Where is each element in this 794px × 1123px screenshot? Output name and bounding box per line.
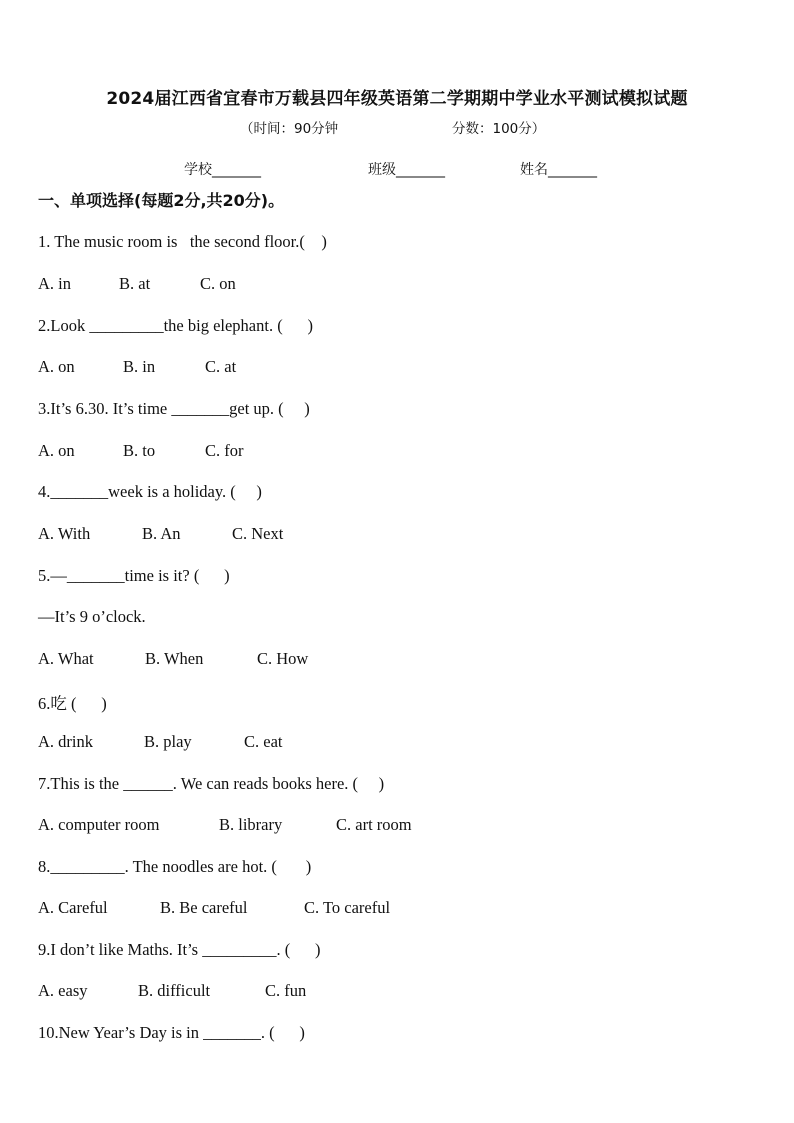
- option-b: B. at: [119, 274, 151, 293]
- question-stem: 2.Look _________the big elephant. ( ): [38, 316, 313, 335]
- exam-title: 2024届江西省宜春市万载县四年级英语第二学期期中学业水平测试模拟试题: [106, 89, 688, 109]
- question-stem: 1. The music room is the second floor.( ): [38, 232, 327, 251]
- option-c: C. for: [205, 441, 244, 460]
- question-stem: 10.New Year’s Day is in _______. ( ): [38, 1023, 305, 1042]
- question-stem: 8._________. The noodles are hot. ( ): [38, 857, 312, 876]
- question-stem: 9.I don’t like Maths. It’s _________. ( ): [38, 940, 321, 959]
- option-b: B. Be careful: [160, 898, 248, 917]
- option-a: A. in: [38, 274, 71, 293]
- option-c: C. To careful: [304, 898, 391, 917]
- option-a: A. With: [38, 524, 91, 543]
- option-a: A. What: [38, 649, 94, 668]
- option-c: C. How: [257, 649, 309, 668]
- option-b: B. in: [123, 357, 156, 376]
- question-answer-line: —It’s 9 o’clock.: [38, 607, 146, 626]
- option-a: A. on: [38, 357, 75, 376]
- question-stem: 6.吃 ( ): [38, 694, 107, 713]
- option-c: C. eat: [244, 732, 283, 751]
- option-b: B. to: [123, 441, 156, 460]
- option-a: A. on: [38, 441, 75, 460]
- class-field: 班级_______: [368, 162, 445, 178]
- option-b: B. play: [144, 732, 192, 751]
- option-c: C. art room: [336, 815, 412, 834]
- exam-time: （时间：90分钟: [240, 121, 339, 137]
- option-a: A. easy: [38, 981, 88, 1000]
- option-b: B. library: [219, 815, 283, 834]
- section-heading: 一、单项选择(每题2分,共20分)。: [38, 191, 285, 210]
- name-field: 姓名_______: [520, 162, 597, 178]
- option-a: A. drink: [38, 732, 93, 751]
- option-b: B. When: [145, 649, 204, 668]
- option-b: B. An: [142, 524, 181, 543]
- question-stem: 7.This is the ______. We can reads books here. ( ): [38, 774, 385, 793]
- option-c: C. fun: [265, 981, 307, 1000]
- option-c: C. at: [205, 357, 237, 376]
- option-c: C. Next: [232, 524, 284, 543]
- exam-score: 分数：100分）: [452, 121, 546, 137]
- option-b: B. difficult: [138, 981, 211, 1000]
- option-c: C. on: [200, 274, 236, 293]
- question-stem: 4._______week is a holiday. ( ): [38, 482, 262, 501]
- option-a: A. Careful: [38, 898, 108, 917]
- option-a: A. computer room: [38, 815, 160, 834]
- school-field: 学校_______: [184, 162, 261, 178]
- question-stem: 5.—_______time is it? ( ): [38, 566, 230, 585]
- question-stem: 3.It’s 6.30. It’s time _______get up. ( ): [38, 399, 310, 418]
